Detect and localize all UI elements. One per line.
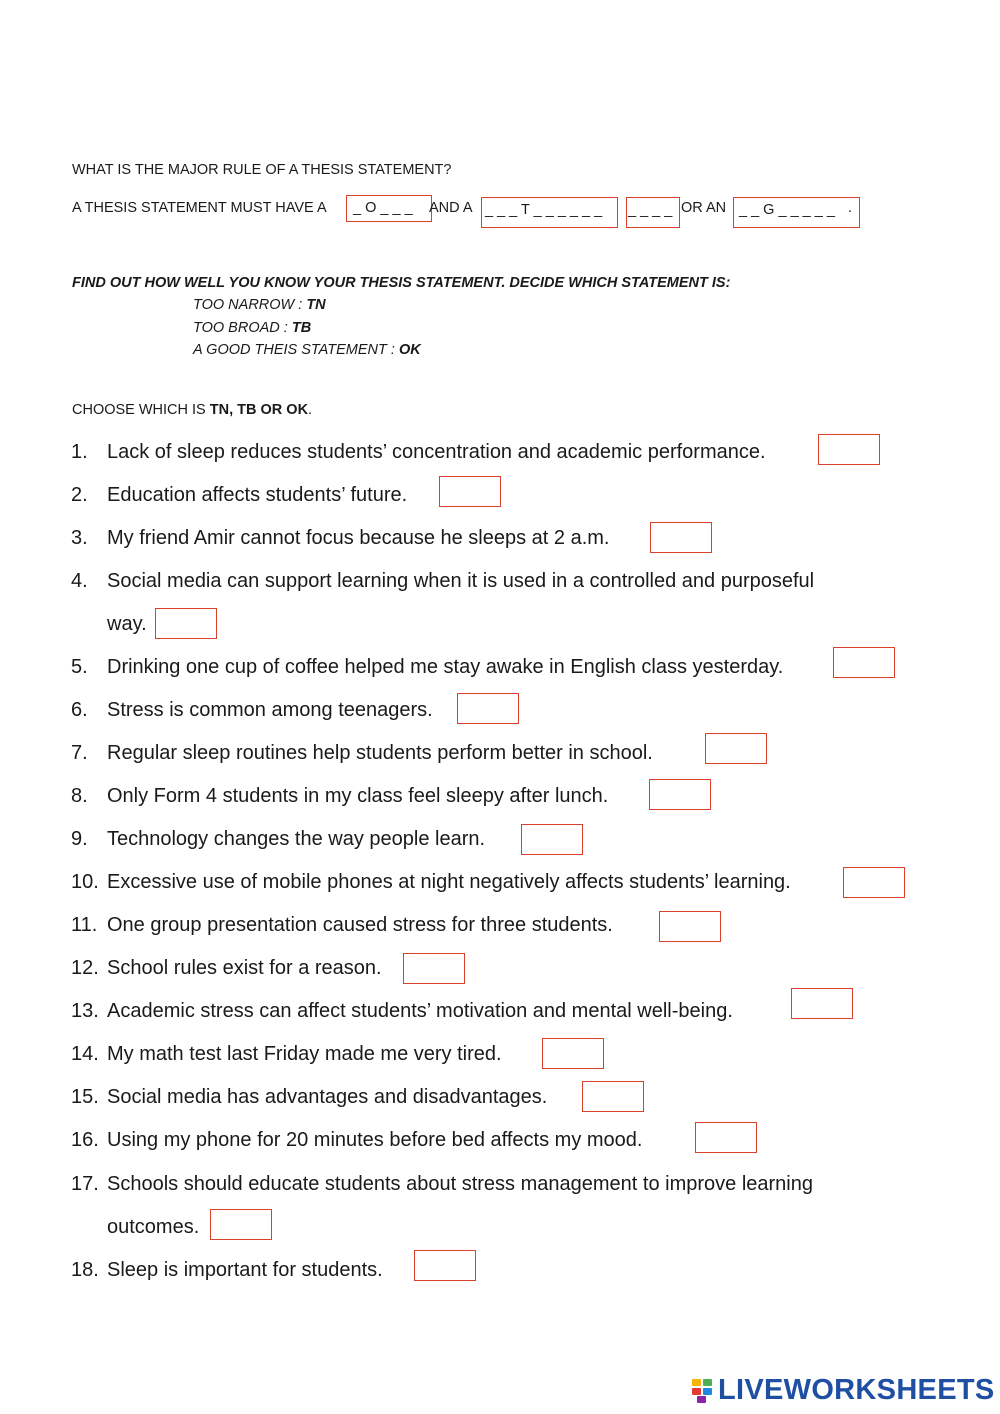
option-code: OK: [398, 342, 421, 358]
list-item: [71, 437, 766, 467]
list-item: [71, 566, 814, 596]
answer-box-12[interactable]: [403, 953, 465, 984]
option-code: TN: [306, 297, 326, 313]
answer-box-7[interactable]: [705, 733, 767, 764]
rule-and-a: AND A: [429, 200, 473, 216]
item-text: Lack of sleep reduces students’ concentration and academic performance.: [107, 441, 766, 463]
item-text: Sleep is important for students.: [107, 1259, 383, 1281]
item-text: My math test last Friday made me very tired.: [107, 1043, 502, 1065]
item-number: 6.: [71, 699, 88, 721]
item-text: Academic stress can affect students’ motivation and mental well-being.: [107, 1000, 733, 1022]
item-text: Regular sleep routines help students perform better in school.: [107, 742, 653, 764]
brand-name: LIVEWORKSHEETS: [718, 1373, 995, 1406]
item-number: 11.: [71, 914, 98, 936]
list-item: [71, 1255, 383, 1285]
answer-box-11[interactable]: [659, 911, 721, 942]
item-number: 14.: [71, 1043, 99, 1065]
rule-blank-1-text: _ O _ _ _: [353, 200, 413, 216]
answer-box-17[interactable]: [210, 1209, 272, 1240]
list-item: [71, 652, 783, 682]
item-text: Education affects students’ future.: [107, 484, 408, 506]
item-number: 3.: [71, 527, 88, 549]
answer-box-10[interactable]: [843, 867, 905, 898]
item-number: 7.: [71, 742, 88, 764]
item-text: Drinking one cup of coffee helped me stay awake in English class yesterday.: [107, 656, 784, 678]
item-text: Social media has advantages and disadvantages.: [107, 1086, 548, 1108]
item-text: Excessive use of mobile phones at night negatively affects students’ learning.: [107, 871, 791, 893]
list-item: [71, 1169, 813, 1199]
answer-box-1[interactable]: [818, 434, 880, 465]
rule-blank-3-text: _ _ _ _: [628, 202, 673, 218]
option-too-broad: [193, 320, 311, 336]
item-number: 5.: [71, 656, 88, 678]
item-continuation: way.: [107, 613, 147, 635]
list-item: [71, 867, 791, 897]
option-good: [193, 342, 421, 358]
option-label: TOO NARROW :: [193, 297, 307, 313]
item-number: 17.: [71, 1173, 99, 1195]
answer-box-14[interactable]: [542, 1038, 604, 1069]
item-text: Social media can support learning when it is used in a controlled and purposeful: [107, 570, 815, 592]
item-number: 9.: [71, 828, 88, 850]
item-number: 13.: [71, 1000, 99, 1022]
instructions-heading: FIND OUT HOW WELL YOU KNOW YOUR THESIS STATEMENT. DECIDE WHICH STATEMENT IS:: [72, 275, 731, 291]
choose-instruction: [72, 402, 312, 418]
choose-prefix: CHOOSE WHICH IS: [72, 402, 210, 418]
rule-blank-4[interactable]: [733, 197, 860, 228]
item-continuation: outcomes.: [107, 1216, 200, 1238]
answer-box-3[interactable]: [650, 522, 712, 553]
liveworksheets-icon: [692, 1377, 714, 1403]
list-item: [71, 996, 733, 1026]
list-item: [71, 695, 433, 725]
answer-box-9[interactable]: [521, 824, 583, 855]
rule-end: .: [848, 200, 853, 216]
option-label: A GOOD THEIS STATEMENT :: [193, 342, 399, 358]
rule-blank-2-text: _ _ _ T _ _ _ _ _ _: [485, 202, 603, 218]
list-item: [71, 480, 407, 510]
item-number: 2.: [71, 484, 88, 506]
answer-box-16[interactable]: [695, 1122, 757, 1153]
answer-box-13[interactable]: [791, 988, 853, 1019]
item-text: Only Form 4 students in my class feel sleepy after lunch.: [107, 785, 609, 807]
list-item: [71, 1039, 502, 1069]
answer-box-15[interactable]: [582, 1081, 644, 1112]
choose-codes: TN, TB OR OK: [209, 402, 309, 418]
rule-blank-2[interactable]: [481, 197, 618, 228]
rule-or-an: OR AN: [681, 200, 727, 216]
option-code: TB: [291, 320, 312, 336]
answer-box-18[interactable]: [414, 1250, 476, 1281]
item-number: 4.: [71, 570, 88, 592]
item-text: Using my phone for 20 minutes before bed affects my mood.: [107, 1129, 643, 1151]
answer-box-2[interactable]: [439, 476, 501, 507]
question-heading: WHAT IS THE MAJOR RULE OF A THESIS STATEMENT?: [72, 162, 452, 178]
rule-blank-1[interactable]: [346, 195, 432, 222]
item-text: One group presentation caused stress for three students.: [107, 914, 613, 936]
item-text: School rules exist for a reason.: [107, 957, 382, 979]
brand-logo: [692, 1373, 995, 1407]
option-too-narrow: [193, 297, 326, 313]
choose-end: .: [308, 402, 313, 418]
list-item: [71, 824, 485, 854]
item-number: 10.: [71, 871, 99, 893]
item-text: Technology changes the way people learn.: [107, 828, 486, 850]
item-number: 18.: [71, 1259, 99, 1281]
answer-box-5[interactable]: [833, 647, 895, 678]
list-item: [71, 910, 613, 940]
item-number: 12.: [71, 957, 99, 979]
list-item: [71, 1125, 642, 1155]
item-text: Stress is common among teenagers.: [107, 699, 433, 721]
rule-blank-4-text: _ _ G _ _ _ _ _: [739, 202, 835, 218]
option-label: TOO BROAD :: [193, 320, 292, 336]
list-item: [71, 523, 609, 553]
list-item: [71, 1082, 547, 1112]
list-item: [71, 738, 653, 768]
list-item: [71, 953, 382, 983]
answer-box-8[interactable]: [649, 779, 711, 810]
item-number: 8.: [71, 785, 88, 807]
item-text: Schools should educate students about stress management to improve learning: [107, 1173, 813, 1195]
rule-blank-3[interactable]: [626, 197, 680, 228]
rule-prefix: A THESIS STATEMENT MUST HAVE A: [72, 200, 327, 216]
item-number: 1.: [71, 441, 88, 463]
item-text: My friend Amir cannot focus because he sleeps at 2 a.m.: [107, 527, 610, 549]
answer-box-4[interactable]: [155, 608, 217, 639]
item-number: 15.: [71, 1086, 99, 1108]
list-item: [71, 781, 608, 811]
answer-box-6[interactable]: [457, 693, 519, 724]
item-number: 16.: [71, 1129, 99, 1151]
